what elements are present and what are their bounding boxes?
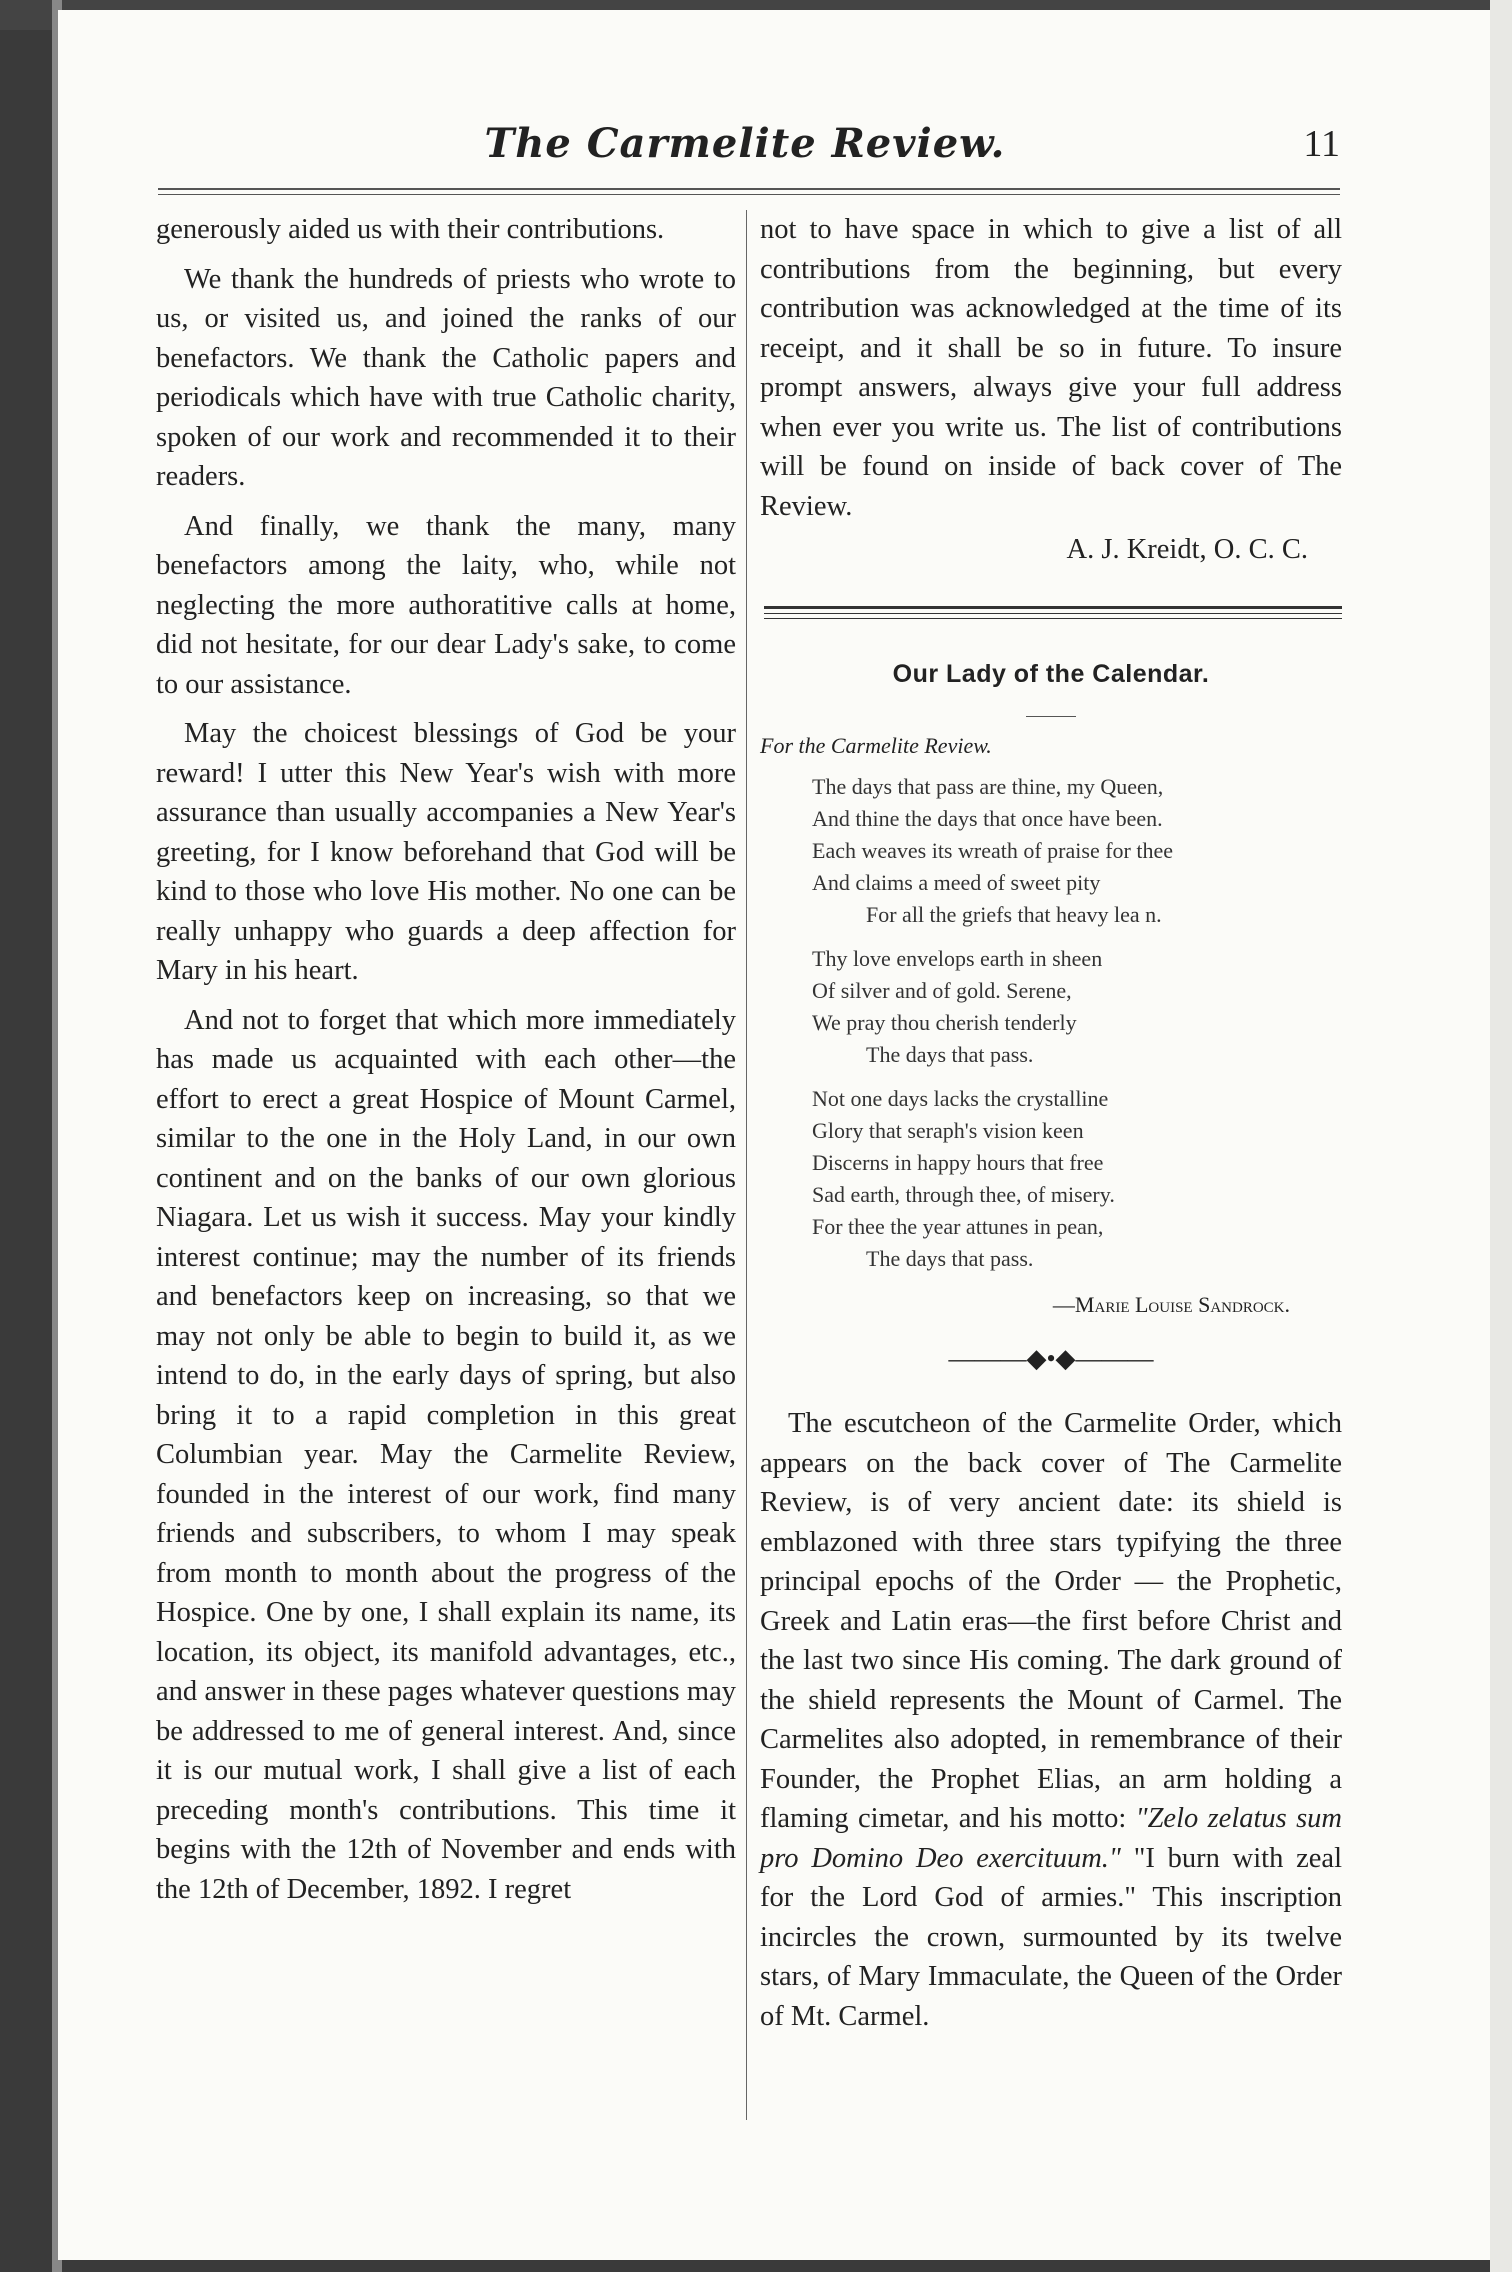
section-rule <box>764 606 1342 619</box>
stanza <box>760 771 1342 931</box>
poem-line: Not one days lacks the crystalline <box>812 1086 1109 1111</box>
poem-line: And thine the days that once have been. <box>812 806 1163 831</box>
poem-line: The days that pass. <box>866 1042 1034 1067</box>
poem-line: Thy love envelops earth in sheen <box>812 946 1103 971</box>
paragraph: May the choicest blessings of God be your reward! I utter this New Year's wish with more assurance than usually accompanies a New Year's greeting, for I know beforehand that God will be kind to those who love His mother. No one can be really unhappy who guards a deep affection for Mary in his heart. <box>156 718 736 986</box>
poem-title: Our Lady of the Calendar. <box>892 659 1210 688</box>
stanza <box>760 943 1342 1071</box>
paragraph: And finally, we thank the many, many benefactors among the laity, who, while not neglecting the more authoratitive calls at home, did not hesitate, for our dear Lady's sake, to come to our assistance. <box>156 510 736 700</box>
poem-line: And claims a meed of sweet pity <box>812 870 1101 895</box>
signature: A. J. Kreidt, O. C. C. <box>1066 534 1308 565</box>
poem-line: We pray thou cherish tenderly <box>812 1010 1077 1035</box>
poem-line: Discerns in happy hours that free <box>812 1150 1104 1175</box>
paragraph: We thank the hundreds of priests who wrote to us, or visited us, and joined the ranks of our benefactors. We thank the Catholic papers and periodicals which have with true Catholic charity, spoken of our work and recommended it to their readers. <box>156 263 736 492</box>
page-number: 11 <box>1303 123 1340 165</box>
latin-motto: "Zelo zelatus sum pro Domino Deo exercituum." <box>760 1803 1343 1874</box>
poem-author: —Marie Louise Sandrock. <box>1052 1292 1290 1317</box>
paragraph: not to have space in which to give a list of all contributions from the beginning, but every contribution was acknowledged at the time of its receipt, and it shall be so in future. To insure prompt answers, always give your full address when ever you write us. The list of contributions will be found on inside of back cover of The Review. <box>760 214 1342 522</box>
ornament-divider: ———◆•◆——— <box>948 1343 1154 1373</box>
column-divider <box>746 210 747 2120</box>
poem-line: Sad earth, through thee, of misery. <box>812 1182 1115 1207</box>
poem-line: For thee the year attunes in pean, <box>812 1214 1104 1239</box>
escutcheon-text: The escutcheon of the Carmelite Order, which appears on the back cover of The Carmelite Review, is of very ancient date: its shield is emblazoned with three stars typifying the three principal epochs of the Order — the Prophetic, Greek and Latin eras—the first before Christ and the last two since His coming. The dark ground of the shield represents the Mount of Carmel. The Carmelites also adopted, in remembrance of their Founder, the Prophet Elias, an arm holding a flaming cimetar, and his motto: <box>760 1408 1342 1834</box>
header-rule-thin <box>158 194 1340 195</box>
right-column <box>760 210 1342 2036</box>
poem-source: For the Carmelite Review. <box>760 733 992 758</box>
escutcheon-text-cont: "I burn with zeal for the Lord God of armies." This inscription incircles the crown, surmounted by its twelve stars, of Mary Immaculate, the Queen of the Order of Mt. Carmel. <box>760 1842 1343 2032</box>
poem-line: The days that pass are thine, my Queen, <box>812 774 1164 799</box>
poem-line: Of silver and of gold. Serene, <box>812 978 1072 1003</box>
poem-line: Each weaves its wreath of praise for thee <box>812 838 1174 863</box>
stanza <box>760 1083 1342 1275</box>
paragraph-escutcheon <box>760 1404 1342 2036</box>
title-rule <box>1026 716 1076 717</box>
left-column <box>156 210 736 1909</box>
poem-line: The days that pass. <box>866 1246 1034 1271</box>
header-rule-thick <box>158 188 1340 190</box>
poem-line: Glory that seraph's vision keen <box>812 1118 1084 1143</box>
running-header <box>150 112 1340 182</box>
journal-title: The Carmelite Review. <box>484 120 1006 167</box>
poem-line: For all the griefs that heavy lea n. <box>866 902 1162 927</box>
paragraph: generously aided us with their contributions. <box>156 214 665 245</box>
page-right-edge <box>1490 0 1512 2272</box>
paragraph: And not to forget that which more immediately has made us acquainted with each other—the effort to erect a great Hospice of Mount Carmel, similar to the one in the Holy Land, in our own continent and on the banks of our own glorious Niagara. Let us wish it success. May your kindly interest continue; may the number of its friends and benefactors keep on increasing, so that we may not only be able to begin to build it, as we intend to do, in the early days of spring, but also bring it to a rapid completion in this great Columbian year. May the Carmelite Review, founded in the interest of our work, find many friends and subscribers, to whom I may speak from month to month about the progress of the Hospice. One by one, I shall explain its name, its location, its object, its manifold advantages, etc., and answer in these pages whatever questions may be addressed to me of general interest. And, since it is our mutual work, I shall give a list of each preceding month's contributions. This time it begins with the 12th of November and ends with the 12th of December, 1892. I regret <box>156 1004 736 1905</box>
poem <box>760 771 1342 1275</box>
